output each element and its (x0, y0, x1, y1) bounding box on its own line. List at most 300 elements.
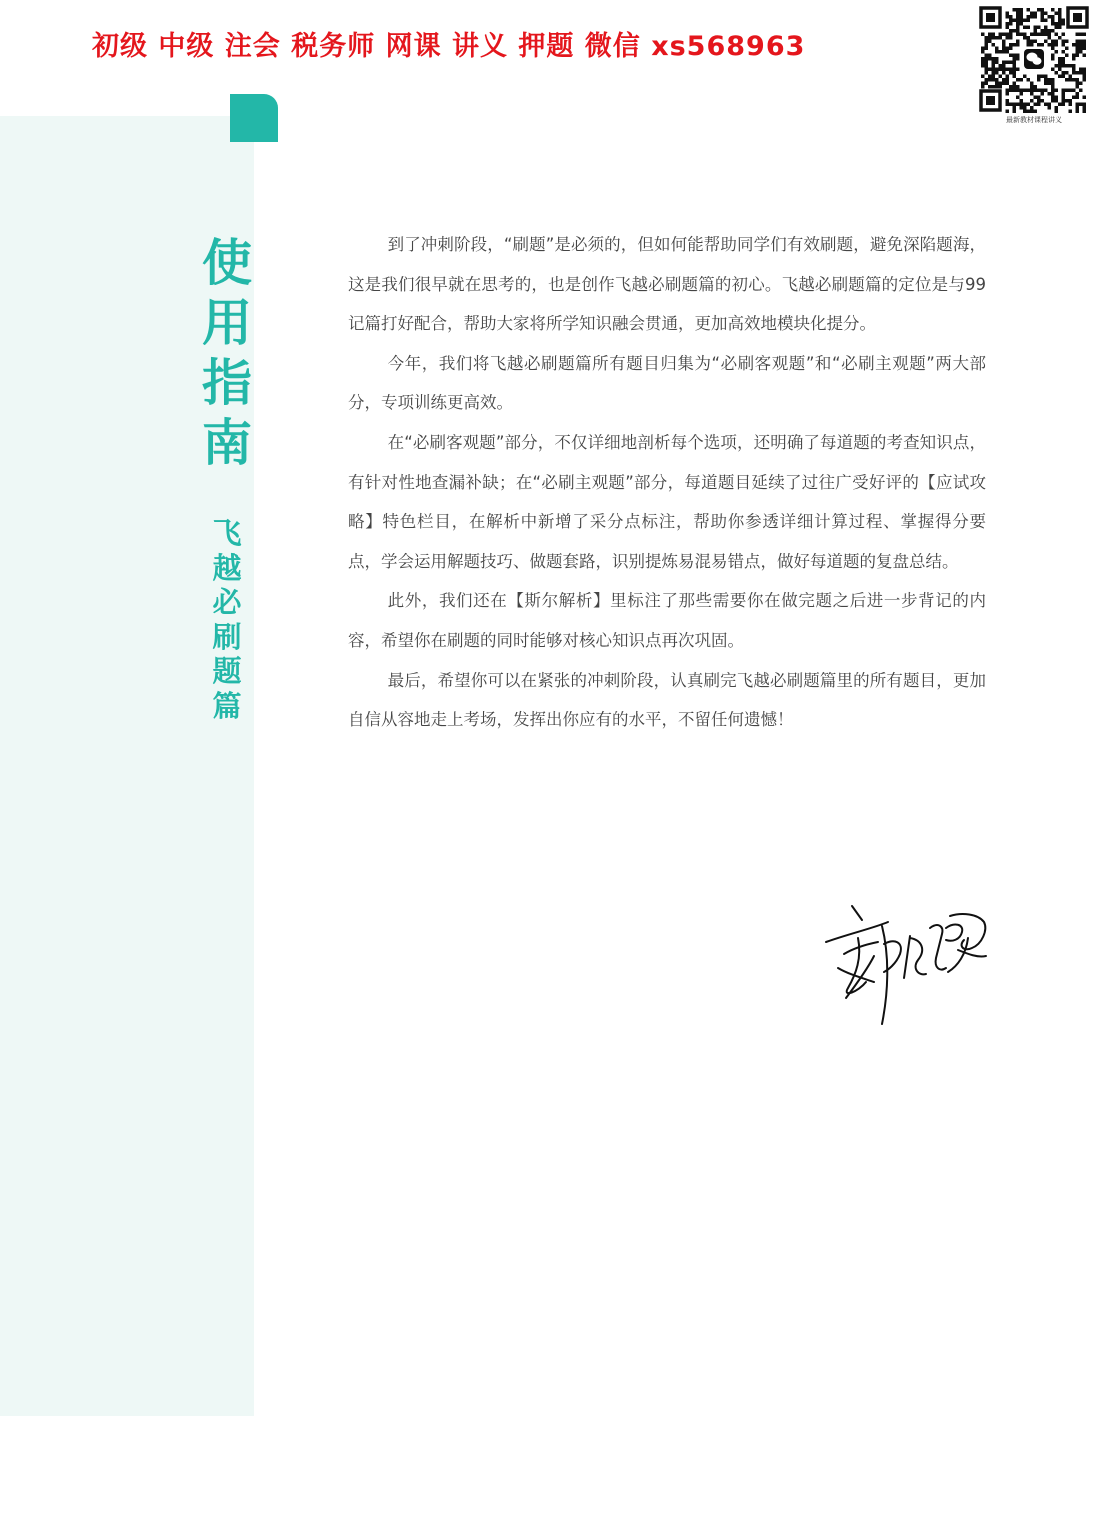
qr-module (1083, 40, 1087, 44)
qr-module (1034, 33, 1038, 37)
qr-module (1072, 68, 1076, 72)
qr-module (985, 57, 989, 61)
qr-module (1037, 103, 1041, 107)
qr-module (1034, 29, 1038, 33)
qr-module (1006, 82, 1010, 86)
qr-module (985, 36, 989, 40)
qr-module (1006, 47, 1010, 51)
qr-module (1058, 75, 1062, 79)
qr-module (1041, 12, 1045, 16)
qr-module (1058, 57, 1062, 61)
qr-module (981, 61, 985, 65)
qr-module (1072, 96, 1076, 100)
qr-module (1079, 47, 1083, 51)
qr-module (1016, 33, 1020, 37)
qr-module (1048, 103, 1052, 107)
qr-module (992, 68, 996, 72)
qr-module (981, 47, 985, 51)
qr-module (1079, 50, 1083, 54)
qr-module (995, 68, 999, 72)
qr-module (1013, 57, 1017, 61)
qr-module (1027, 36, 1031, 40)
qr-module (1076, 71, 1080, 75)
qr-module (1062, 50, 1066, 54)
qr-module (988, 57, 992, 61)
qr-module (1065, 71, 1069, 75)
qr-module (1034, 85, 1038, 89)
qr-module (1013, 54, 1017, 58)
qr-module (995, 47, 999, 51)
qr-module (992, 57, 996, 61)
qr-module (1034, 103, 1038, 107)
qr-module (1020, 99, 1024, 103)
handwritten-signature (818, 898, 994, 1028)
qr-module (1065, 99, 1069, 103)
qr-module (1051, 85, 1055, 89)
qr-module (985, 40, 989, 44)
qr-module (1076, 50, 1080, 54)
subtitle-char: 题 (212, 654, 242, 688)
qr-module (1083, 54, 1087, 58)
qr-module (1016, 29, 1020, 33)
qr-module (1016, 8, 1020, 12)
qr-module (985, 71, 989, 75)
qr-module (1079, 43, 1083, 47)
qr-module (999, 64, 1003, 68)
qr-module (1044, 33, 1048, 37)
qr-module (1055, 71, 1059, 75)
qr-module (985, 68, 989, 72)
qr-module (992, 78, 996, 82)
qr-module (1020, 8, 1024, 12)
qr-module (1055, 40, 1059, 44)
qr-module (1065, 54, 1069, 58)
qr-module (1069, 78, 1073, 82)
qr-module (995, 78, 999, 82)
qr-module (1051, 8, 1055, 12)
qr-module (995, 50, 999, 54)
qr-module (1072, 43, 1076, 47)
qr-module (1030, 110, 1034, 114)
qr-module (1013, 29, 1017, 33)
paragraph: 在“必刷客观题”部分，不仅详细地剖析每个选项，还明确了每道题的考查知识点，有针对性地查漏补缺；在“必刷主观题”部分，每道题目延续了过往广受好评的【应试攻略】特色栏目，在解析中新增了采分点标注，帮助你参透详细计算过程、掌握得分要点，学会运用解题技巧、做题套路，识别提炼易混易错点，做好每道题的复盘总结。 (348, 432, 986, 571)
qr-module (1009, 22, 1013, 26)
qr-module (1072, 89, 1076, 93)
qr-module (1013, 71, 1017, 75)
qr-module (1002, 82, 1006, 86)
qr-module (1051, 43, 1055, 47)
qr-module (1016, 54, 1020, 58)
qr-code-image (977, 4, 1091, 114)
qr-module (1058, 8, 1062, 12)
qr-module (1013, 82, 1017, 86)
title-char: 南 (202, 414, 252, 472)
qr-module (1062, 33, 1066, 37)
qr-module (999, 85, 1003, 89)
qr-module (1076, 78, 1080, 82)
qr-module (1048, 15, 1052, 19)
qr-module (1023, 19, 1027, 23)
qr-module (1044, 12, 1048, 16)
qr-module (1065, 40, 1069, 44)
qr-module (1044, 78, 1048, 82)
qr-module (988, 33, 992, 37)
qr-module (988, 78, 992, 82)
qr-module (1055, 89, 1059, 93)
qr-module (1023, 33, 1027, 37)
qr-module (1041, 89, 1045, 93)
qr-module (1002, 40, 1006, 44)
qr-module (1055, 99, 1059, 103)
qr-module (1027, 110, 1031, 114)
qr-module (1062, 89, 1066, 93)
qr-module (1041, 75, 1045, 79)
qr-module (992, 33, 996, 37)
qr-module (1020, 15, 1024, 19)
qr-module (1079, 82, 1083, 86)
qr-module (1055, 12, 1059, 16)
qr-module (1009, 29, 1013, 33)
subtitle-char: 刷 (212, 619, 242, 654)
qr-module (985, 64, 989, 68)
qr-module (1051, 22, 1055, 26)
qr-module (992, 75, 996, 79)
qr-module (1083, 33, 1087, 37)
qr-module (1055, 22, 1059, 26)
qr-module (1051, 29, 1055, 33)
qr-module (1027, 43, 1031, 47)
qr-module (1051, 78, 1055, 82)
qr-module (985, 61, 989, 65)
qr-module (999, 50, 1003, 54)
subtitle-char: 篇 (212, 688, 242, 723)
qr-module (1062, 75, 1066, 79)
qr-module (1027, 78, 1031, 82)
qr-module (999, 82, 1003, 86)
qr-module (1076, 82, 1080, 86)
paragraph: 到了冲刺阶段，“刷题”是必须的，但如何能帮助同学们有效刷题，避免深陷题海，这是我们很早就在思考的，也是创作飞越必刷题篇的初心。飞越必刷题篇的定位是与99记篇打好配合，帮助大家将所学知识融会贯通，更加高效地模块化提分。 (348, 235, 986, 334)
qr-module (1002, 78, 1006, 82)
guide-body (348, 225, 986, 740)
qr-module (1037, 33, 1041, 37)
qr-module (1002, 50, 1006, 54)
qr-module (1016, 85, 1020, 89)
qr-module (981, 75, 985, 79)
qr-module (1023, 75, 1027, 79)
qr-module (981, 50, 985, 54)
qr-module (1006, 92, 1010, 96)
title-char: 用 (202, 294, 252, 352)
qr-module (1037, 78, 1041, 82)
title-char: 指 (202, 354, 252, 412)
qr-module (1044, 75, 1048, 79)
qr-module (1006, 99, 1010, 103)
qr-module (1002, 68, 1006, 72)
qr-module (1006, 61, 1010, 65)
qr-module (1027, 89, 1031, 93)
qr-module (1016, 57, 1020, 61)
qr-module (1051, 68, 1055, 72)
qr-module (981, 57, 985, 61)
qr-module (1030, 92, 1034, 96)
qr-module (1030, 33, 1034, 37)
title-char: 使 (202, 234, 252, 292)
qr-module (1044, 40, 1048, 44)
qr-module (1009, 89, 1013, 93)
qr-module (1030, 82, 1034, 86)
qr-module (1051, 89, 1055, 93)
qr-module (1016, 103, 1020, 107)
qr-module (1037, 43, 1041, 47)
qr-module (1034, 110, 1038, 114)
qr-module (1065, 64, 1069, 68)
qr-module (1034, 96, 1038, 100)
qr-module (1062, 96, 1066, 100)
qr-module (1069, 99, 1073, 103)
qr-module (1062, 22, 1066, 26)
qr-module (1083, 43, 1087, 47)
qr-module (988, 85, 992, 89)
qr-module (1016, 43, 1020, 47)
qr-module (1065, 78, 1069, 82)
qr-module (1041, 33, 1045, 37)
qr-module (1002, 71, 1006, 75)
qr-module (985, 78, 989, 82)
qr-module (1013, 19, 1017, 23)
qr-module (1076, 92, 1080, 96)
qr-module (1013, 89, 1017, 93)
qr-module (1058, 22, 1062, 26)
qr-module (1006, 50, 1010, 54)
qr-module (1051, 96, 1055, 100)
qr-module (1083, 75, 1087, 79)
qr-module (1069, 64, 1073, 68)
qr-module (1023, 26, 1027, 30)
qr-module (1083, 68, 1087, 72)
qr-module (1058, 19, 1062, 23)
qr-module (1062, 71, 1066, 75)
qr-module (1034, 40, 1038, 44)
qr-module (1016, 40, 1020, 44)
qr-module (1027, 19, 1031, 23)
wechat-qr-code (977, 4, 1091, 126)
qr-module (1062, 103, 1066, 107)
qr-module (988, 68, 992, 72)
qr-module (1076, 85, 1080, 89)
qr-module (1072, 71, 1076, 75)
qr-module (1037, 75, 1041, 79)
qr-module (1051, 47, 1055, 51)
qr-module (1041, 92, 1045, 96)
qr-module (1037, 99, 1041, 103)
qr-module (1030, 99, 1034, 103)
qr-module (1009, 15, 1013, 19)
qr-module (992, 64, 996, 68)
qr-module (1044, 19, 1048, 23)
qr-module (1062, 92, 1066, 96)
qr-module (1009, 19, 1013, 23)
qr-module (999, 36, 1003, 40)
qr-module (1069, 103, 1073, 107)
qr-module (1076, 103, 1080, 107)
qr-module (1020, 33, 1024, 37)
qr-module (1020, 92, 1024, 96)
qr-module (1006, 103, 1010, 107)
qr-module (1006, 36, 1010, 40)
qr-module (985, 54, 989, 58)
qr-module (1009, 71, 1013, 75)
qr-module (1037, 26, 1041, 30)
qr-module (1009, 33, 1013, 37)
qr-module (1020, 106, 1024, 110)
qr-module (1023, 106, 1027, 110)
subtitle-char: 越 (212, 550, 242, 585)
qr-module (1055, 64, 1059, 68)
qr-module (1076, 47, 1080, 51)
qr-module (1069, 89, 1073, 93)
qr-module (1027, 26, 1031, 30)
qr-module (1079, 71, 1083, 75)
qr-module (1083, 96, 1087, 100)
qr-module (1051, 99, 1055, 103)
qr-module (1083, 71, 1087, 75)
qr-module (1055, 26, 1059, 30)
qr-module (995, 36, 999, 40)
qr-module (1083, 103, 1087, 107)
qr-module (1027, 15, 1031, 19)
qr-module (1076, 33, 1080, 37)
qr-module (1048, 106, 1052, 110)
qr-module (1013, 8, 1017, 12)
qr-module (1058, 61, 1062, 65)
qr-module (1062, 61, 1066, 65)
qr-module (1079, 40, 1083, 44)
qr-caption: 最新教材课程讲义 (1006, 116, 1062, 124)
qr-module (981, 64, 985, 68)
qr-module (1041, 29, 1045, 33)
qr-module (1048, 92, 1052, 96)
qr-module (1013, 85, 1017, 89)
qr-module (1062, 43, 1066, 47)
qr-module (1009, 54, 1013, 58)
qr-module (1058, 36, 1062, 40)
qr-module (1037, 89, 1041, 93)
qr-module (1069, 110, 1073, 114)
qr-module (1055, 50, 1059, 54)
qr-module (1058, 103, 1062, 107)
qr-module (1020, 19, 1024, 23)
qr-module (1030, 12, 1034, 16)
qr-module (981, 82, 985, 86)
qr-module (1072, 64, 1076, 68)
qr-module (995, 82, 999, 86)
qr-module (1009, 43, 1013, 47)
qr-module (1002, 47, 1006, 51)
qr-module (1048, 33, 1052, 37)
qr-module (1027, 40, 1031, 44)
qr-module (1023, 89, 1027, 93)
qr-module (988, 54, 992, 58)
qr-module (1083, 78, 1087, 82)
paragraph: 今年，我们将飞越必刷题篇所有题目归集为“必刷客观题”和“必刷主观题”两大部分，专项训练更高效。 (348, 353, 986, 413)
qr-module (1034, 15, 1038, 19)
qr-module (1013, 61, 1017, 65)
qr-module (1034, 89, 1038, 93)
qr-module (1055, 110, 1059, 114)
qr-module (1048, 29, 1052, 33)
qr-module (1044, 26, 1048, 30)
qr-module (1006, 110, 1010, 114)
qr-module (1034, 26, 1038, 30)
qr-module (988, 75, 992, 79)
subtitle-char: 飞 (212, 516, 242, 550)
qr-module (1076, 43, 1080, 47)
paragraph: 此外，我们还在【斯尔解析】里标注了那些需要你在做完题之后进一步背记的内容，希望你在刷题的同时能够对核心知识点再次巩固。 (348, 591, 986, 650)
paragraph: 最后，希望你可以在紧张的冲刺阶段，认真刷完飞越必刷题篇里的所有题目，更加自信从容地走上考场，发挥出你应有的水平，不留任何遗憾！ (348, 670, 986, 730)
qr-module (1016, 12, 1020, 16)
qr-module (1027, 8, 1031, 12)
qr-module (981, 85, 985, 89)
qr-module (1051, 82, 1055, 86)
qr-module (1009, 61, 1013, 65)
qr-module (1020, 89, 1024, 93)
qr-module (1002, 61, 1006, 65)
qr-module (985, 47, 989, 51)
qr-module (1016, 89, 1020, 93)
subtitle-char: 必 (212, 585, 242, 619)
qr-module (1009, 103, 1013, 107)
qr-module (1058, 15, 1062, 19)
qr-module (1041, 19, 1045, 23)
qr-module (1006, 26, 1010, 30)
qr-module (1079, 103, 1083, 107)
qr-module (1002, 33, 1006, 37)
qr-module (1055, 43, 1059, 47)
qr-module (992, 61, 996, 65)
qr-module (1037, 96, 1041, 100)
qr-module (1006, 75, 1010, 79)
qr-module (1002, 64, 1006, 68)
qr-module (1023, 103, 1027, 107)
qr-module (1069, 75, 1073, 79)
qr-module (1009, 36, 1013, 40)
qr-module (981, 33, 985, 37)
qr-module (988, 40, 992, 44)
qr-module (1044, 82, 1048, 86)
qr-module (1034, 12, 1038, 16)
qr-module (1020, 103, 1024, 107)
qr-module (1027, 103, 1031, 107)
qr-module (1013, 103, 1017, 107)
qr-module (1006, 22, 1010, 26)
qr-module (1020, 22, 1024, 26)
qr-module (992, 85, 996, 89)
qr-module (1051, 92, 1055, 96)
qr-module (1009, 85, 1013, 89)
qr-module (1044, 29, 1048, 33)
qr-module (1048, 36, 1052, 40)
qr-module (1076, 54, 1080, 58)
qr-module (1062, 57, 1066, 61)
qr-module (1072, 78, 1076, 82)
qr-module (1072, 57, 1076, 61)
qr-module (1023, 110, 1027, 114)
qr-module (1083, 47, 1087, 51)
qr-module (1023, 36, 1027, 40)
qr-module (1051, 15, 1055, 19)
qr-module (1016, 96, 1020, 100)
promo-banner: 初级 中级 注会 税务师 网课 讲义 押题 微信 xs568963 (92, 31, 806, 62)
